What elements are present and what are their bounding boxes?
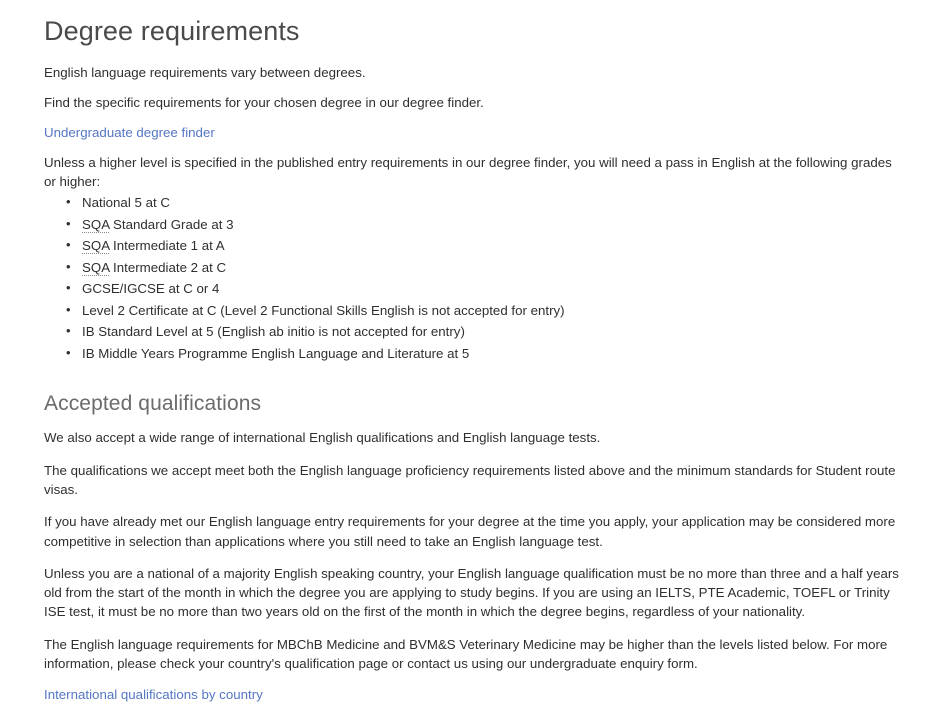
requirement-text: Level 2 Certificate at C (Level 2 Functional Skills English is not accepted for entry): [82, 302, 565, 318]
abbr-sqa: SQA: [82, 216, 110, 232]
list-item: [66, 259, 906, 281]
list-item: [66, 323, 906, 345]
list-item: [66, 280, 906, 302]
requirement-text: IB Standard Level at 5 (English ab initio is not accepted for entry): [82, 324, 465, 340]
list-item: [66, 216, 906, 238]
list-item: [66, 194, 906, 216]
grades-intro-text: Unless a higher level is specified in the published entry requirements in our degree finder, you will need a pass in English at the following grades or higher:: [44, 154, 892, 189]
accepted-paragraph-3: If you have already met our English language entry requirements for your degree at the time you apply, your application may be considered more competitive in selection than applications where you still need to take an English language test.: [44, 514, 896, 549]
undergraduate-degree-finder-link[interactable]: Undergraduate degree finder: [44, 124, 215, 140]
list-item: [66, 345, 906, 367]
requirement-text: National 5 at C: [82, 195, 170, 211]
abbr-sqa: SQA: [82, 238, 110, 254]
requirement-text: Intermediate 1 at A: [109, 238, 225, 254]
intro-paragraph-2: Find the specific requirements for your chosen degree in our degree finder.: [44, 95, 484, 111]
abbr-sqa: SQA: [82, 259, 110, 275]
accepted-paragraph-4: Unless you are a national of a majority English speaking country, your English language qualification must be no more than three and a half years old from the start of the month in which the degree you are applying to study begins. If you are using an IELTS, PTE Academic, TOEFL or Trinity ISE test, it must be no more than two years old on the first of the month in which the degree begins, regardless of your nationality.: [44, 565, 899, 620]
international-qualifications-by-country-link[interactable]: International qualifications by country: [44, 687, 263, 703]
accepted-paragraph-5: The English language requirements for MBChB Medicine and BVM&S Veterinary Medicine may be higher than the levels listed below. For more information, please check your country's qualification page or contact us using our undergraduate enquiry form.: [44, 636, 888, 671]
requirement-text: Standard Grade at 3: [109, 216, 234, 232]
list-item: [66, 237, 906, 259]
section-title-accepted-qualifications: Accepted qualifications: [44, 392, 262, 416]
requirement-text: GCSE/IGCSE at C or 4: [82, 281, 220, 297]
accepted-paragraph-2: The qualifications we accept meet both the English language proficiency requirements listed above and the minimum standards for Student route visas.: [44, 462, 896, 497]
requirements-list: [44, 194, 906, 366]
intro-paragraph-1: English language requirements vary between degrees.: [44, 65, 366, 80]
accepted-paragraph-1: We also accept a wide range of international English qualifications and English language tests.: [44, 430, 601, 446]
requirement-text: IB Middle Years Programme English Language and Literature at 5: [82, 345, 470, 361]
requirement-text: Intermediate 2 at C: [109, 259, 227, 275]
page-title: Degree requirements: [44, 16, 300, 46]
list-item: [66, 302, 906, 324]
